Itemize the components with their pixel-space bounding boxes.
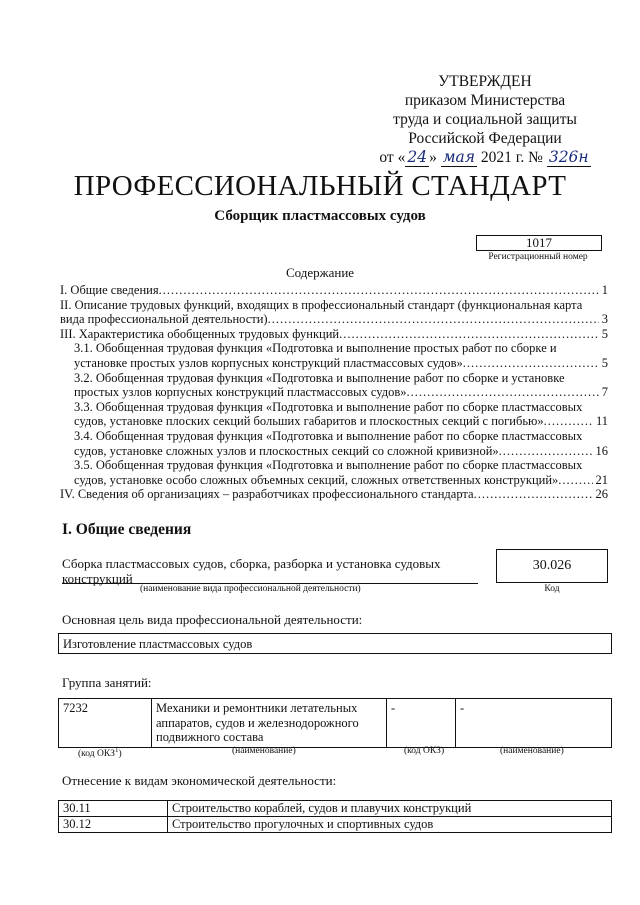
goal-value: Изготовление пластмассовых судов [58,633,612,654]
table-row [59,801,612,817]
okved-label: Отнесение к видам экономической деятельности: [62,773,337,788]
toc-entry[interactable]: I. Общие сведения ..... 1 [60,283,608,298]
toc-entry[interactable]: II. Описание трудовых функций, входящих в профессиональный стандарт (функциональная карта вида профессиональной деятельности) ..... 3 [60,298,608,327]
okz-name-caption-2: (наименование) [500,746,564,756]
activity-code-caption: Код [544,584,560,594]
okz-name-cell: Механики и ремонтники летательных аппаратов, судов и железнодорожного подвижного состава [152,699,387,748]
toc-entry[interactable]: 3.4. Обобщенная трудовая функция «Подготовка и выполнение работ по сборке пластмассовых судов, установке сложных узлов и плоскостных секций со сложной кривизной» ..... 16 [60,429,608,458]
date-mid: » [429,149,441,166]
toc-entry[interactable]: 3.1. Обобщенная трудовая функция «Подготовка и выполнение простых работ по сборке и установке простых узлов корпусных конструкций пластмассовых судов» ..... 5 [60,341,608,370]
toc-entry[interactable]: 3.3. Обобщенная трудовая функция «Подготовка и выполнение работ по сборке пластмассовых судов, установке плоских секций больших габаритов и плоскостных секций с погибью» ..... 11 [60,400,608,429]
handwritten-day: 24 [407,148,428,166]
standard-name: Сборщик пластмассовых судов [214,208,426,224]
registration-number-box: 1017 [476,235,602,251]
date-year: 2021 г. № [477,149,547,166]
approval-ministry: труда и социальной защиты [393,111,577,128]
document-title: ПРОФЕССИОНАЛЬНЫЙ СТАНДАРТ [73,170,567,202]
toc-entry[interactable]: 3.2. Обобщенная трудовая функция «Подготовка и выполнение работ по сборке и установке простых узлов корпусных конструкций пластмассовых судов» ..... 7 [60,371,608,400]
approval-title: УТВЕРЖДЕН [438,73,532,90]
handwritten-order-number: 326н [548,148,589,166]
okz-name-cell-2: - [456,699,612,748]
occupation-table [58,698,612,748]
registration-number-label: Регистрационный номер [488,252,588,262]
table-row [59,699,612,748]
table-of-contents [60,283,608,502]
okz-code-caption-2: (код ОКЗ) [404,746,445,756]
activity-caption: (наименование вида профессиональной деятельности) [140,584,361,594]
goal-label: Основная цель вида профессиональной деятельности: [62,612,363,627]
date-prefix: от « [379,149,406,166]
approval-country: Российской Федерации [408,130,562,147]
activity-code-box: 30.026 [496,549,608,583]
toc-entry[interactable]: IV. Сведения об организациях – разработчиках профессионального стандарта ..... 26 [60,487,608,502]
okz-code-cell-2: - [387,699,456,748]
toc-entry[interactable]: 3.5. Обобщенная трудовая функция «Подготовка и выполнение работ по сборке пластмассовых судов, установке особо сложных объемных секций, сложных ответственных конструкций» ..... 21 [60,458,608,487]
approval-block [360,72,610,167]
approval-date-line [360,148,610,167]
handwritten-month: мая [442,148,476,166]
toc-entry[interactable]: III. Характеристика обобщенных трудовых функций ..... 5 [60,327,608,342]
okved-code: 30.12 [59,817,168,833]
approval-order: приказом Министерства [404,92,566,109]
okz-code-cell: 7232 [59,699,152,748]
occupation-group-label: Группа занятий: [62,675,152,690]
activity-name: Сборка пластмассовых судов, сборка, разборка и установка судовых конструкций [62,556,441,586]
okz-name-caption: (наименование) [232,746,296,756]
okved-name: Строительство кораблей, судов и плавучих конструкций [168,801,612,817]
okved-name: Строительство прогулочных и спортивных судов [168,817,612,833]
okved-table [58,800,612,833]
okved-code: 30.11 [59,801,168,817]
okz-code-caption: (код ОКЗ$^1$) [78,746,122,760]
toc-heading: Содержание [285,265,355,280]
table-row [59,817,612,833]
section-heading: I. Общие сведения [62,521,192,538]
